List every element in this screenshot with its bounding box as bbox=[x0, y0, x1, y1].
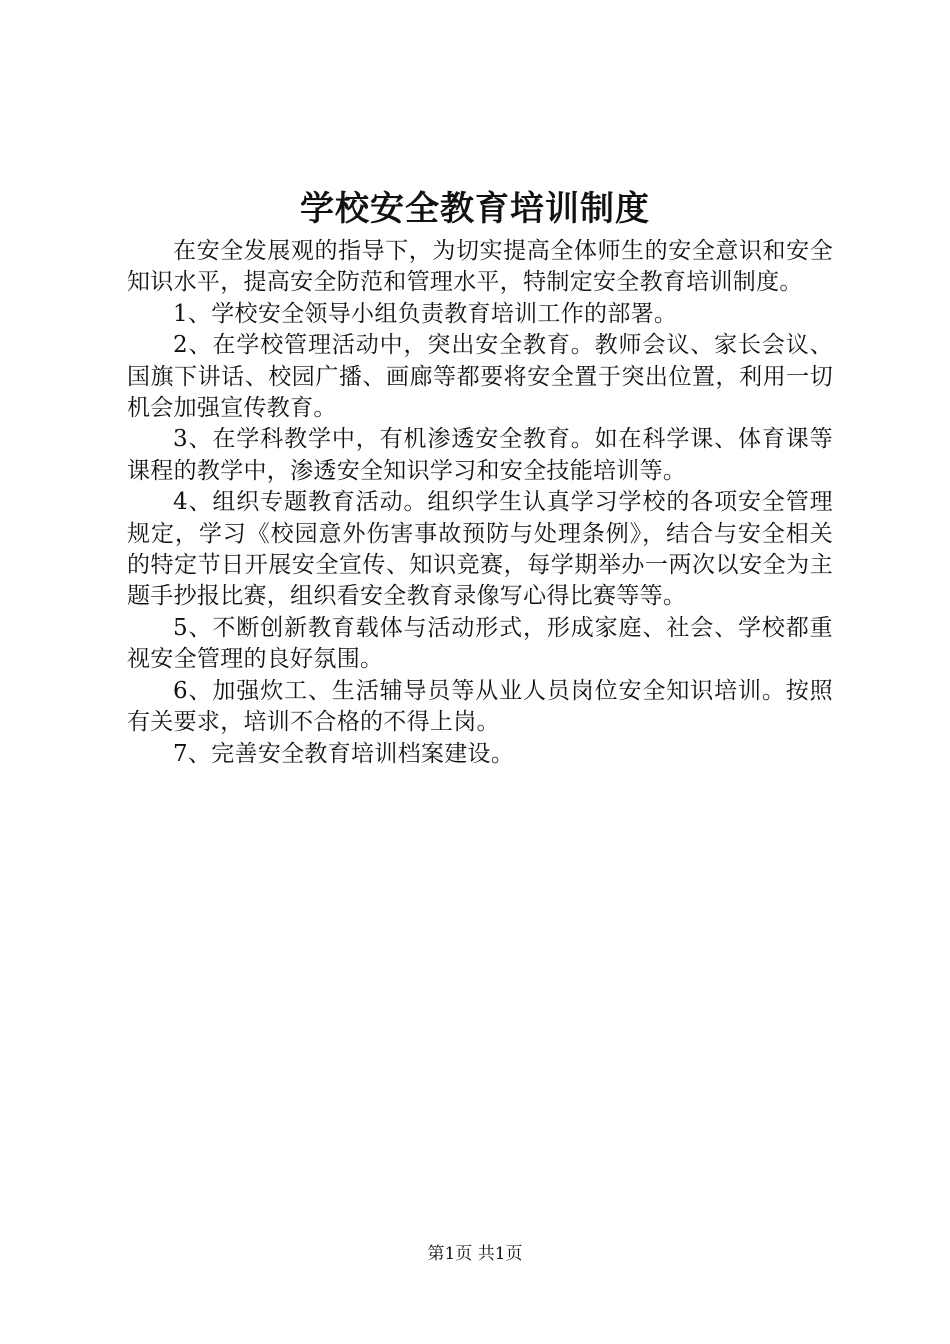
paragraph-item-7: 7、完善安全教育培训档案建设。 bbox=[173, 740, 515, 767]
page-number-footer: 第1页 共1页 bbox=[427, 1244, 523, 1264]
document-body bbox=[127, 236, 833, 770]
paragraph-intro: 在安全发展观的指导下，为切实提高全体师生的安全意识和安全知识水平，提高安全防范和管理水平，特制定安全教育培训制度。 bbox=[127, 238, 833, 296]
paragraph-item-1: 1、学校安全领导小组负责教育培训工作的部署。 bbox=[173, 300, 678, 327]
paragraph-item-6: 6、加强炊工、生活辅导员等从业人员岗位安全知识培训。按照有关要求，培训不合格的不得上岗。 bbox=[127, 677, 833, 736]
paragraph-item-4: 4、组织专题教育活动。组织学生认真学习学校的各项安全管理规定，学习《校园意外伤害事故预防与处理条例》，结合与安全相关的特定节日开展安全宣传、知识竞赛，每学期举办一两次以安全为主题手抄报比赛，组织看安全教育录像写心得比赛等等。 bbox=[127, 489, 833, 610]
paragraph-item-3: 3、在学科教学中，有机渗透安全教育。如在科学课、体育课等课程的教学中，渗透安全知识学习和安全技能培训等。 bbox=[127, 426, 833, 484]
document-title: 学校安全教育培训制度 bbox=[300, 189, 650, 229]
paragraph-item-2: 2、在学校管理活动中，突出安全教育。教师会议、家长会议、国旗下讲话、校园广播、画廊等都要将安全置于突出位置，利用一切机会加强宣传教育。 bbox=[127, 332, 833, 422]
paragraph-item-5: 5、不断创新教育载体与活动形式，形成家庭、社会、学校都重视安全管理的良好氛围。 bbox=[127, 614, 833, 673]
